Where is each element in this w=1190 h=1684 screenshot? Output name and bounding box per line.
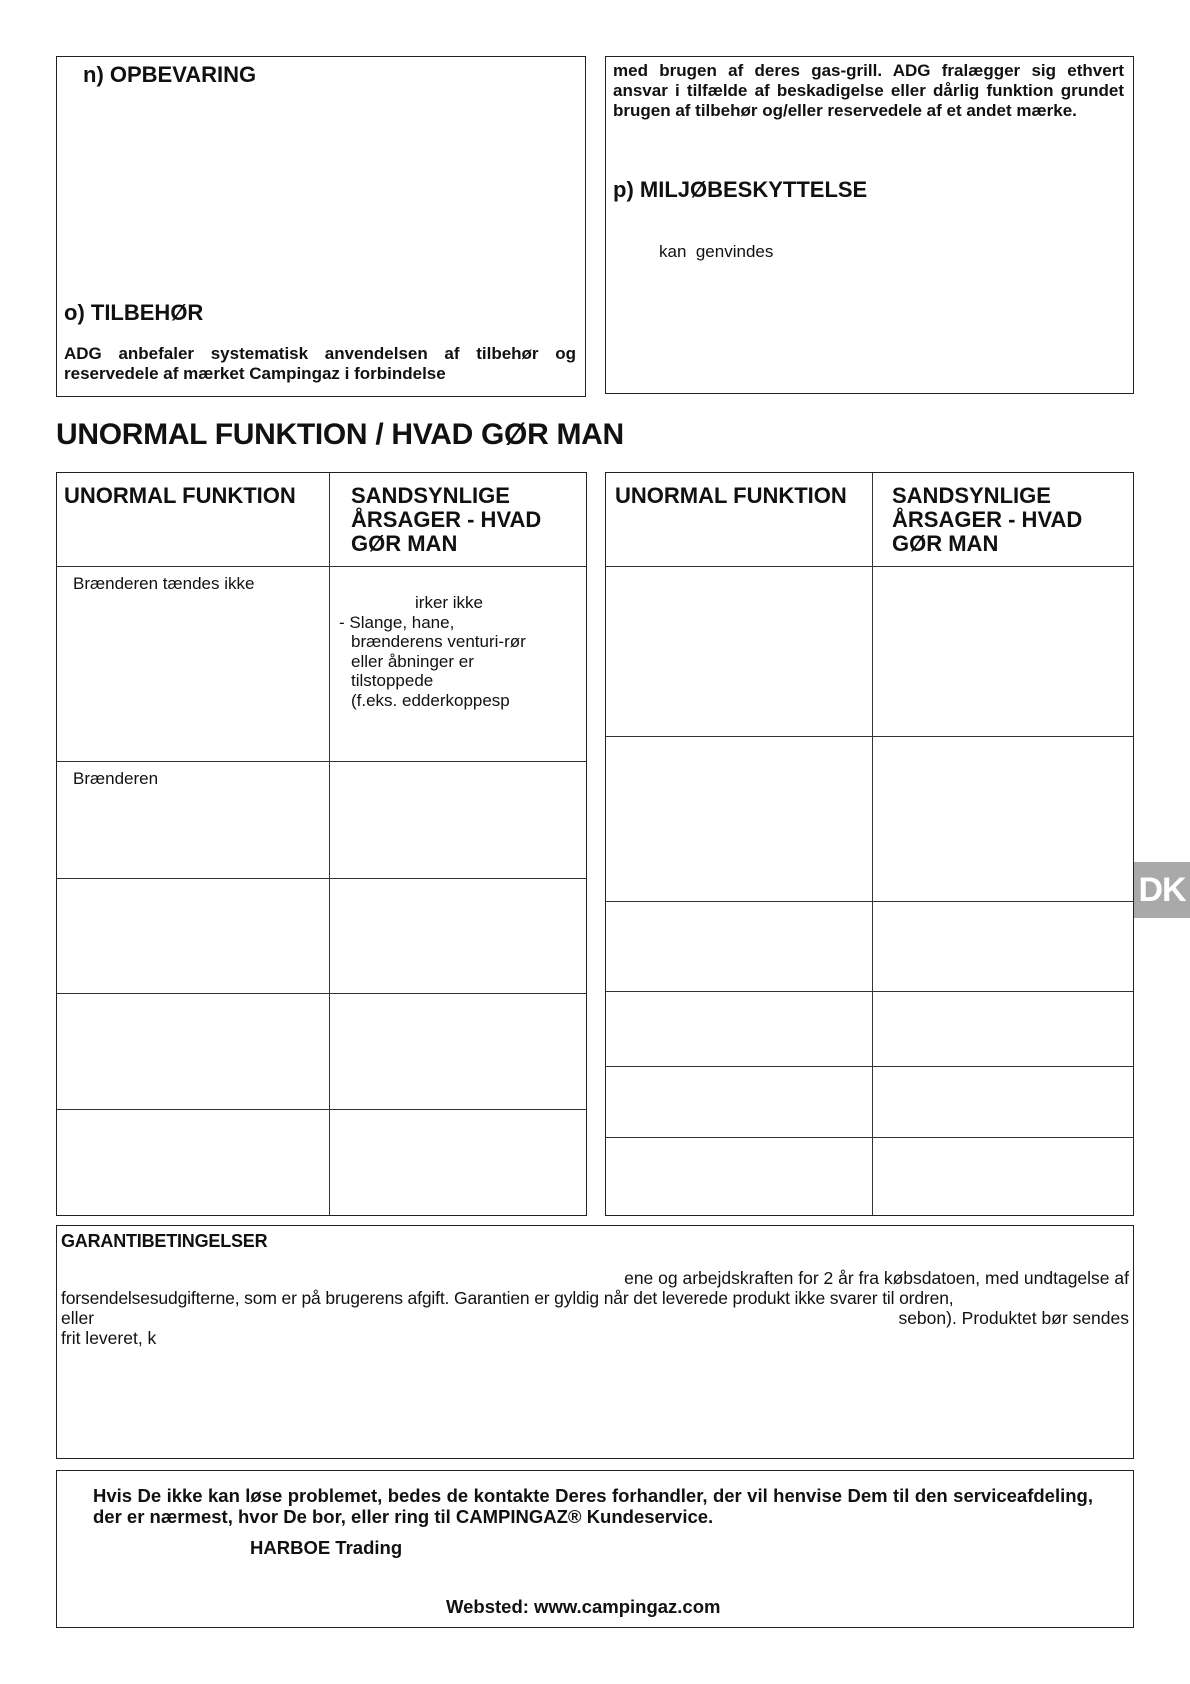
warranty-line: ene og arbejdskraften for 2 år fra købsdatoen, med undtagelse af — [624, 1268, 1129, 1288]
table-row-divider — [606, 1066, 1133, 1067]
table-right-header-divider — [606, 566, 1134, 567]
table-row-divider — [57, 761, 586, 762]
storage-accessories-box — [56, 56, 586, 397]
table-row-divider — [606, 1137, 1133, 1138]
row1-cause-line: tilstoppede — [351, 671, 434, 690]
warranty-heading: GARANTIBETINGELSER — [61, 1231, 268, 1251]
table-row-divider — [606, 901, 1133, 902]
warranty-line: sebon). Produktet bør sendes — [898, 1308, 1129, 1328]
contact-text: Hvis De ikke kan løse problemet, bedes de kontakte Deres forhandler, der vil henvise Dem til den serviceafdeling, der er nærmest, hvor De bor, eller ring til CAMPINGAZ® Kundeservice. — [93, 1485, 1093, 1527]
accessories-text: ADG anbefaler systematisk anvendelsen af tilbehør og reservedele af mærket Campingaz i forbindelse — [64, 344, 576, 383]
table-row-divider — [57, 993, 586, 994]
table-row-divider — [57, 878, 586, 879]
column-header-cause: SANDSYNLIGE ÅRSAGER - HVAD GØR MAN — [892, 483, 1083, 556]
warranty-line: frit leveret, k — [61, 1328, 157, 1348]
row2-problem: Brænderen — [73, 769, 159, 788]
accessories-heading: o) TILBEHØR — [64, 300, 204, 325]
table-left-header-divider — [57, 566, 586, 567]
continued-environment-box — [605, 56, 1134, 394]
continued-text: med brugen af deres gas-grill. ADG fralægger sig ethvert ansvar i tilfælde af beskadigelse eller dårlig funktion grundet brugen af tilbehør og/eller reservedele af et andet mærke. — [613, 61, 1124, 120]
table-row-divider — [606, 736, 1133, 737]
row1-cause-line: brænderens venturi-rør — [351, 632, 526, 651]
troubleshooting-title: UNORMAL FUNKTION / HVAD GØR MAN — [56, 418, 624, 451]
contact-company: HARBOE Trading — [250, 1537, 403, 1558]
row1-problem: Brænderen tændes ikke — [73, 574, 255, 593]
column-header-problem: UNORMAL FUNKTION — [64, 483, 296, 508]
row1-cause-line: irker ikke — [415, 593, 484, 612]
row1-cause-line: - Slange, hane, — [339, 613, 455, 632]
row1-cause-line: (f.eks. edderkoppesp — [351, 691, 510, 710]
troubleshooting-table-right — [605, 472, 1134, 1216]
environment-text: kan genvindes — [659, 242, 774, 261]
warranty-line: eller — [61, 1308, 95, 1328]
contact-box — [56, 1470, 1134, 1628]
troubleshooting-table-left — [56, 472, 587, 1216]
language-tab-dk: DK — [1134, 862, 1190, 918]
storage-heading: n) OPBEVARING — [83, 62, 257, 87]
warranty-line: forsendelsesudgifterne, som er på brugerens afgift. Garantien er gyldig når det leverede produkt ikke svarer til ordren, — [61, 1288, 954, 1308]
column-header-cause: SANDSYNLIGE ÅRSAGER - HVAD GØR MAN — [351, 483, 542, 556]
column-header-problem: UNORMAL FUNKTION — [615, 483, 847, 508]
row1-cause-line: eller åbninger er — [351, 652, 474, 671]
table-left-column-divider — [329, 473, 330, 1215]
contact-website[interactable]: Websted: www.campingaz.com — [446, 1596, 721, 1617]
table-row-divider — [57, 1109, 586, 1110]
environment-heading: p) MILJØBESKYTTELSE — [613, 177, 868, 202]
warranty-box — [56, 1225, 1134, 1459]
table-row-divider — [606, 991, 1133, 992]
table-right-column-divider — [872, 473, 873, 1215]
